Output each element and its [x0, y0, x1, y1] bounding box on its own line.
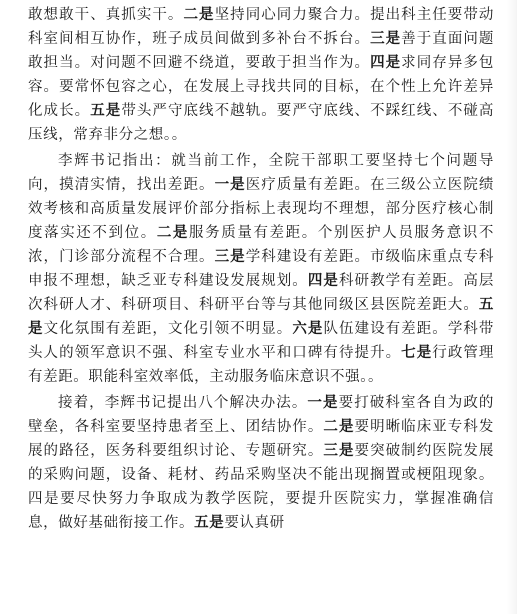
item-marker: 四是: [370, 54, 402, 71]
text-run: 带头严守底线不越轨。要严守底线、不踩红线、不碰高压线，常弃非分之想。。: [28, 103, 495, 143]
item-marker: 二是: [183, 6, 215, 23]
item-marker: 五是: [90, 102, 122, 119]
document-page: [28, 0, 494, 535]
item-marker: 三是: [214, 248, 246, 265]
text-run: 文化氛围有差距，文化引领不明显。: [43, 321, 293, 337]
item-marker: 六是: [292, 320, 324, 337]
text-run: 接着，李辉书记提出八个解决办法。: [58, 395, 308, 411]
text-run: 行政管理有差距。职能科室效率低，主动服务临床意识不强。。: [28, 345, 495, 385]
item-marker: 五是: [28, 296, 494, 337]
item-marker: 七是: [401, 344, 433, 361]
item-marker: 五是: [194, 514, 225, 531]
paragraph: [28, 149, 494, 389]
item-marker: 一是: [307, 394, 339, 411]
item-marker: 四是: [307, 272, 339, 289]
text-run: 学科建设有差距。市级临床重点专科申报不理想，缺乏亚专科建设发展规划。: [28, 249, 495, 289]
item-marker: 三是: [323, 442, 355, 459]
text-run: 善于直面问题敢担当。对问题不回避不绕道，要敢于担当作为。: [28, 31, 495, 71]
item-marker: 三是: [370, 30, 402, 47]
text-run: 服务质量有差距。个别医护人员服务意识不浓，门诊部分流程不合理。: [28, 225, 494, 265]
text-run: 敢想敢干、真抓实干。: [28, 7, 184, 23]
paragraph: [28, 3, 494, 147]
text-run: 要明晰临床亚专科发展的路径，医务科要组织讨论、专题研究。: [28, 419, 494, 459]
text-run: 求同存异多包容。要常怀包容之心，在发展上寻找共同的目标，在个性上允许差异化成长。: [28, 55, 495, 119]
item-marker: 二是: [156, 224, 190, 241]
item-marker: 一是: [214, 176, 246, 193]
text-run: 坚持同心同力聚合力。提出科主任要带动科室间相互协作，班子成员间做到多补台不拆台。: [28, 7, 495, 47]
paragraph: [28, 391, 494, 535]
text-run: 要突破制约医院发展的采购问题，设备、耗材、药品采购坚决不能出现搁置或梗阻现象。四是要尽快努力争取成为教学医院，要提升医院实力，掌握准确信息，做好基础衔接工作。: [28, 443, 494, 531]
text-run: 科研教学有差距。高层次科研人才、科研项目、科研平台等与其他同级区县医院差距大。: [28, 273, 494, 313]
page-edge-shadow: [507, 0, 517, 614]
text-run: 要认真研: [224, 515, 285, 531]
text-run: 李辉书记指出：就当前工作，全院干部职工要坚持七个问题导向，摸清实情，找出差距。: [28, 153, 494, 193]
text-run: 要打破科室各自为政的壁垒，各科室要坚持患者至上、团结协作。: [28, 395, 495, 435]
text-run: 队伍建设有差距。学科带头人的领军意识不强、科室专业水平和口碑有待提升。: [28, 321, 495, 361]
item-marker: 二是: [323, 418, 355, 435]
text-run: 医疗质量有差距。在三级公立医院绩效考核和高质量发展评价部分指标上表现均不理想，部分医疗核心制度落实还不到位。: [28, 177, 495, 241]
